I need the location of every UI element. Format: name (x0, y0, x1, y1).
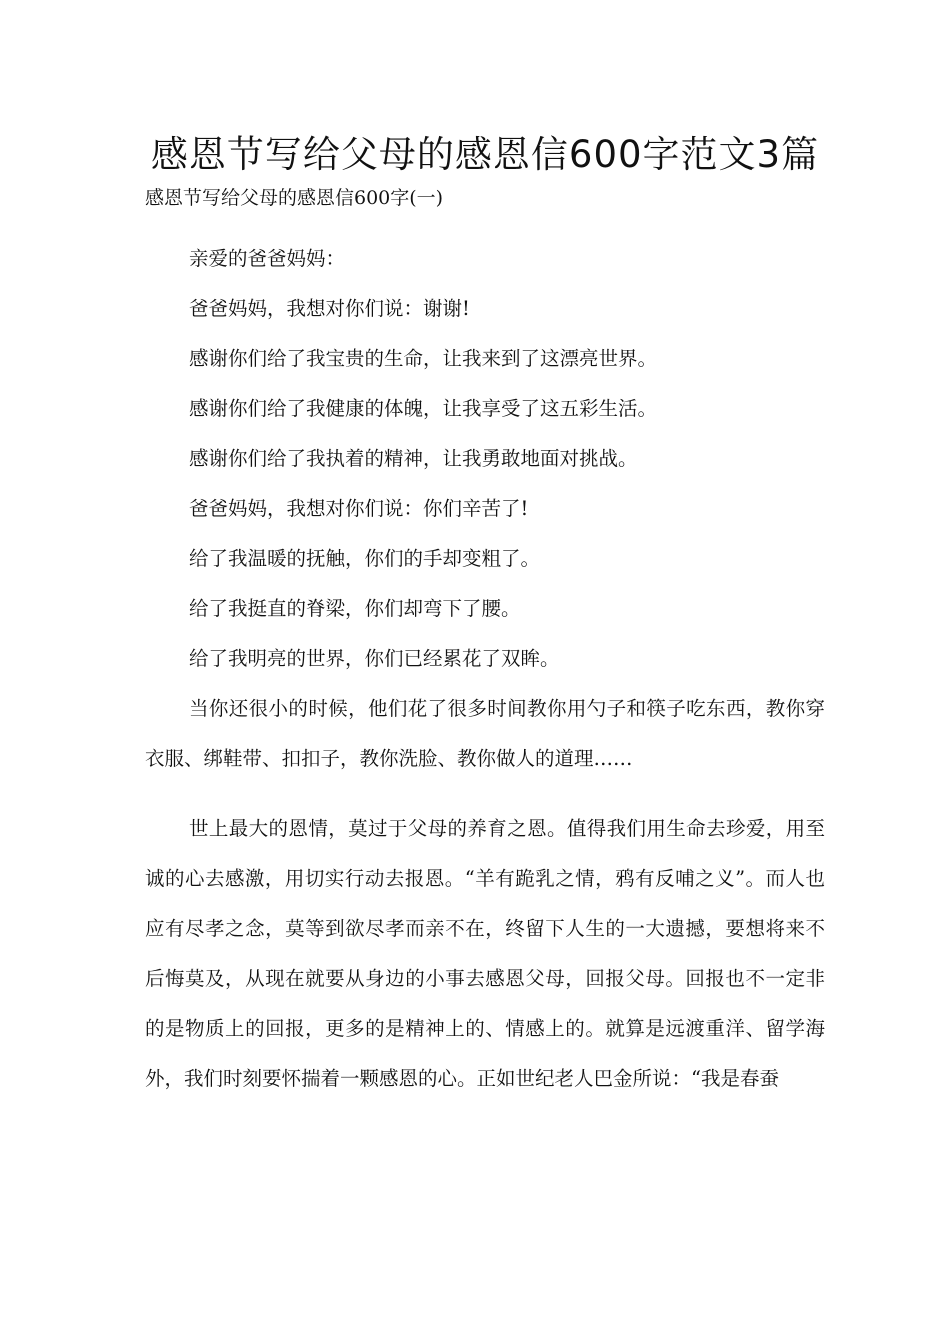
paragraph-childhood: 当你还很小的时候，他们花了很多时间教你用勺子和筷子吃东西，教你穿衣服、绑鞋带、扣扣子，教你洗脸、教你做人的道理…… (145, 697, 825, 770)
letter-line-8: 给了我明亮的世界，你们已经累花了双眸。 (189, 647, 560, 670)
letter-line-2: 感谢你们给了我宝贵的生命，让我来到了这漂亮世界。 (189, 347, 658, 370)
letter-line-1: 爸爸妈妈，我想对你们说：谢谢! (189, 297, 470, 320)
letter-line-3: 感谢你们给了我健康的体魄，让我享受了这五彩生活。 (189, 397, 658, 420)
document-title: 感恩节写给父母的感恩信600字范文3篇 (150, 133, 820, 176)
section-subtitle: 感恩节写给父母的感恩信600字(一) (145, 187, 444, 209)
document-page (145, 0, 825, 1104)
letter-line-5: 爸爸妈妈，我想对你们说：你们辛苦了! (189, 497, 529, 520)
letter-line-4: 感谢你们给了我执着的精神，让我勇敢地面对挑战。 (189, 447, 638, 470)
paragraph-gratitude: 世上最大的恩情，莫过于父母的养育之恩。值得我们用生命去珍爱，用至诚的心去感激，用切实行动去报恩。“羊有跪乳之情，鸦有反哺之义”。而人也应有尽孝之念，莫等到欲尽孝而亲不在，终留下人生的一大遗撼，要想将来不后悔莫及，从现在就要从身边的小事去感恩父母，回报父母。回报也不一定非的是物质上的回报，更多的是精神上的、情感上的。就算是远渡重洋、留学海外，我们时刻要怀揣着一颗感恩的心。正如世纪老人巴金所说：“我是春蚕 (145, 817, 825, 1090)
greeting-line: 亲爱的爸爸妈妈： (189, 247, 346, 270)
letter-line-6: 给了我温暖的抚触，你们的手却变粗了。 (189, 547, 541, 570)
letter-line-7: 给了我挺直的脊梁，你们却弯下了腰。 (189, 597, 521, 620)
